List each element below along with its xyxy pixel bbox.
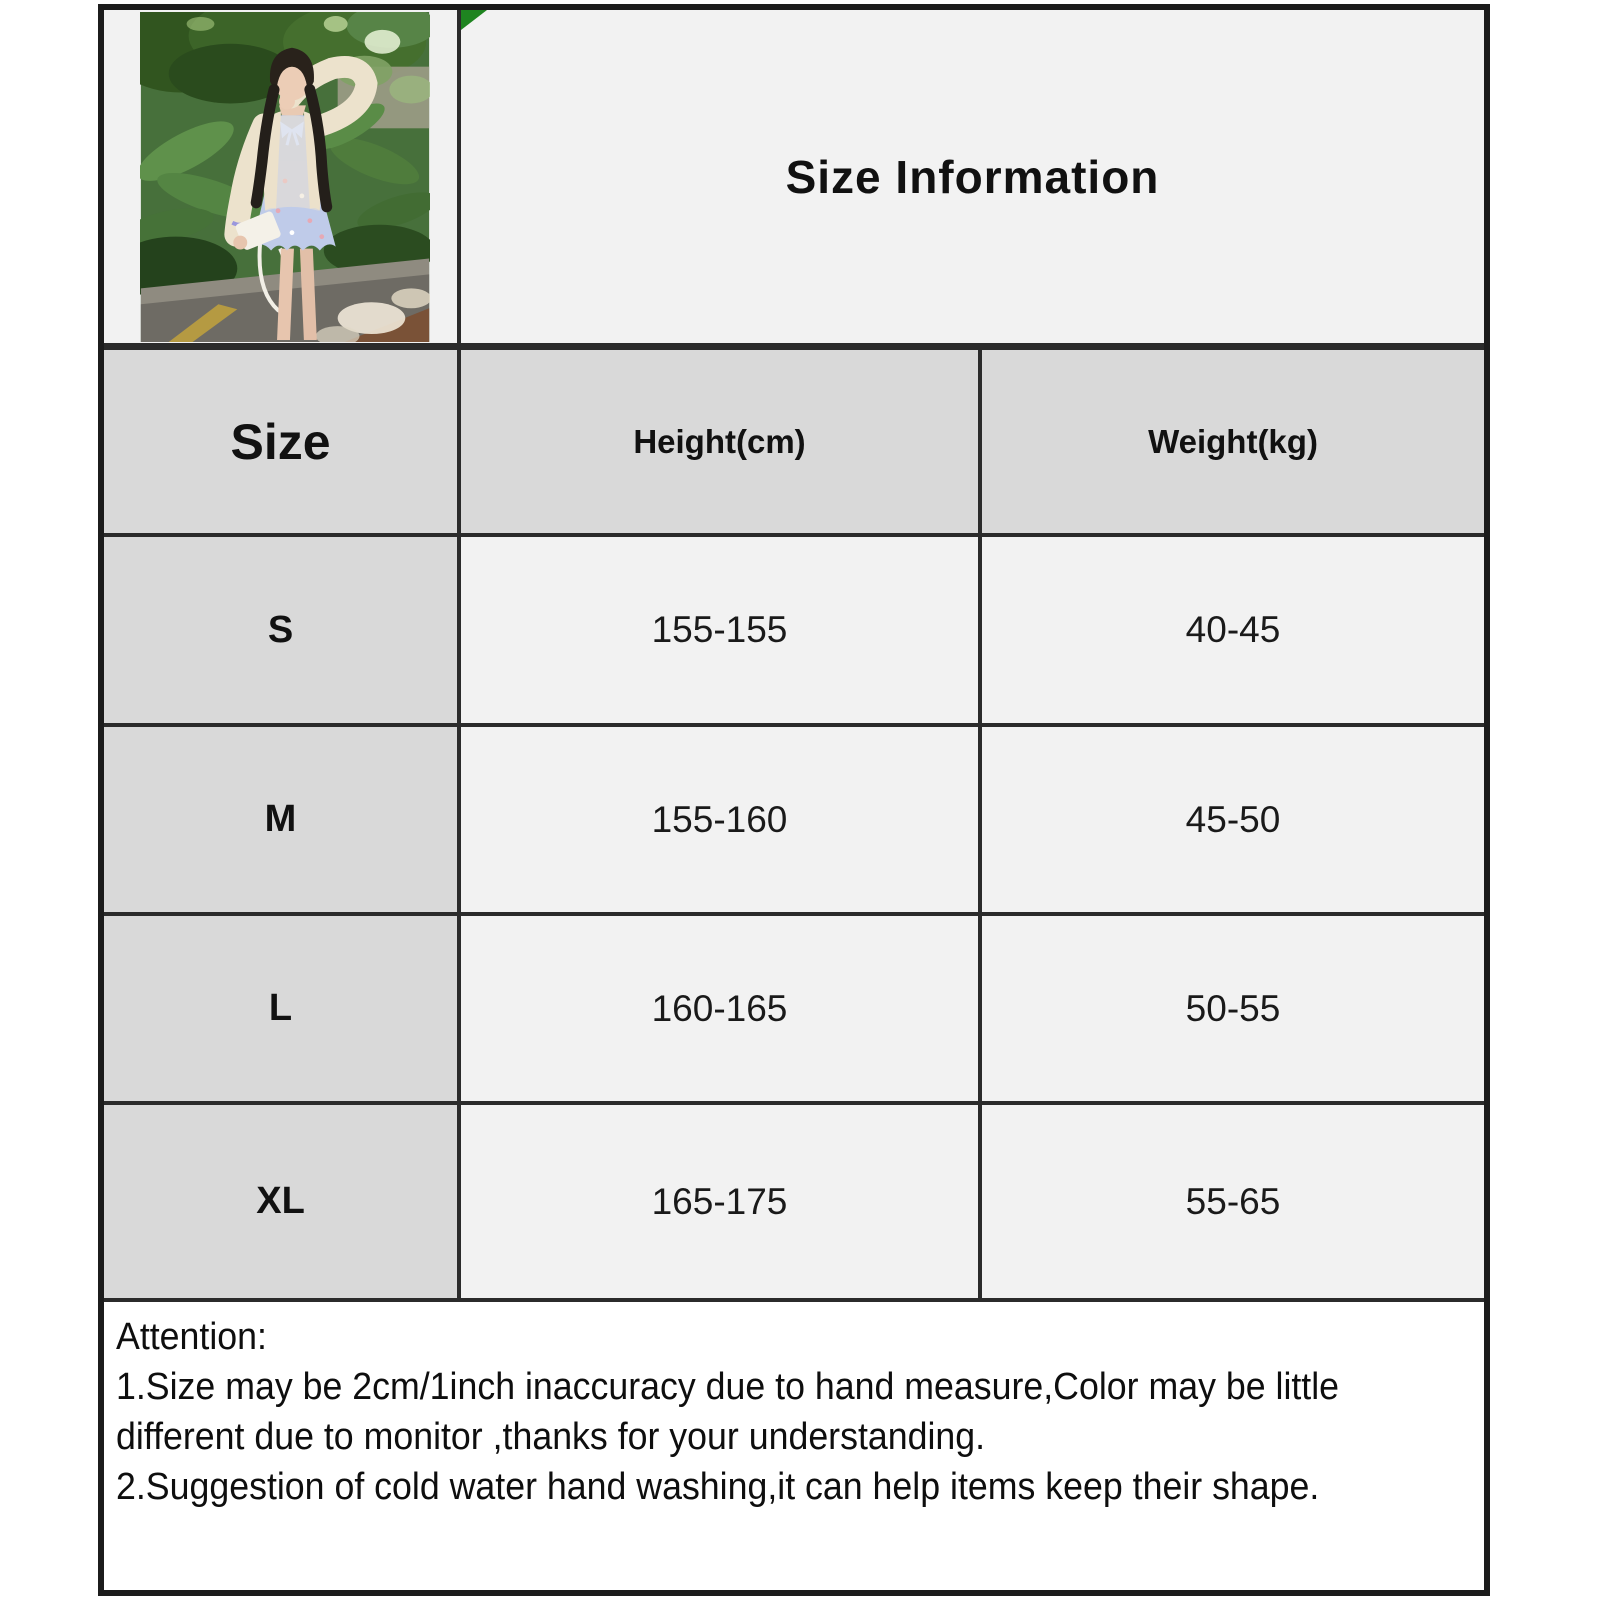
row-s-weight-value: 40-45: [982, 537, 1484, 727]
row-l-height-value: 160-165: [461, 916, 982, 1105]
attention-note-1: 1.Size may be 2cm/1inch inaccuracy due to hand measure,Color may be little different due to monitor ,thanks for your understanding.: [116, 1366, 1340, 1458]
row-l-size-label: L: [104, 916, 461, 1105]
row-xl-weight-value: 55-65: [982, 1105, 1484, 1302]
row-l-weight-value: 50-55: [982, 916, 1484, 1105]
column-header-weight: Weight(kg): [982, 350, 1484, 537]
attention-heading: Attention:: [116, 1316, 267, 1358]
product-photo-cell: [104, 10, 461, 350]
attention-text: [116, 1312, 1465, 1512]
row-s-height-value: 155-155: [461, 537, 982, 727]
size-table: [98, 4, 1490, 1596]
row-m-weight-value: 45-50: [982, 727, 1484, 916]
product-photo: [140, 12, 430, 342]
green-corner-marker-icon: [461, 10, 487, 30]
row-m-height-value: 155-160: [461, 727, 982, 916]
attention-note-2: 2.Suggestion of cold water hand washing,it can help items keep their shape.: [116, 1466, 1320, 1508]
row-m-size-label: M: [104, 727, 461, 916]
row-xl-size-label: XL: [104, 1105, 461, 1302]
column-header-size: Size: [104, 350, 461, 537]
column-header-height: Height(cm): [461, 350, 982, 537]
attention-section: [104, 1302, 1484, 1590]
page-title: Size Information: [785, 150, 1160, 203]
row-s-size-label: S: [104, 537, 461, 727]
title-cell: [461, 10, 1484, 350]
row-xl-height-value: 165-175: [461, 1105, 982, 1302]
product-photo-illustration: [140, 12, 430, 342]
